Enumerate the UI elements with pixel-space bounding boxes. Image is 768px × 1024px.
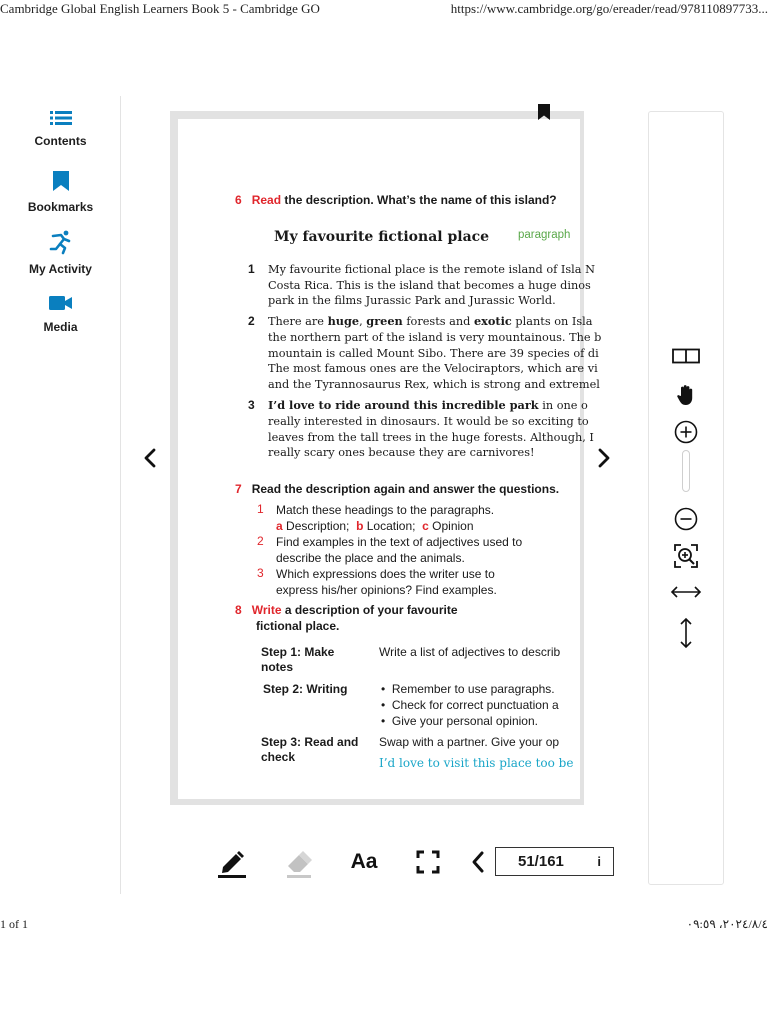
page-indicator: 51/161 [518,853,564,870]
two-page-view-icon [672,348,700,364]
print-timestamp: ٢٠٢٤/٨/٤، ٠٩:٥٩ [686,917,768,931]
info-icon[interactable]: i [597,854,601,869]
question-text: Which expressions does the writer use to [276,567,495,581]
paragraph-line: really scary ones because they are carnivores! [268,446,535,459]
exercise-verb: Read [251,193,282,207]
nav-media[interactable] [0,294,143,335]
paragraph-line: leaves from the tall trees in the huge forests. Although, I [268,431,594,444]
page-bookmark-icon[interactable] [537,103,551,121]
exercise-8-heading-line2: fictional place. [256,619,340,633]
exercise-6-heading [235,193,557,209]
pan-tool-button[interactable] [649,384,723,406]
step-label: check [261,750,296,764]
zoom-slider[interactable] [682,450,690,492]
fit-height-button[interactable] [649,617,723,649]
book-page[interactable] [178,119,602,799]
fit-width-icon [670,585,702,599]
running-person-icon [49,230,73,254]
page-back-button[interactable] [467,843,489,881]
nav-media-label: Media [43,320,78,334]
paragraph-line: the northern part of the island is very mountainous. The b [268,331,602,344]
pan-hand-icon [676,384,696,406]
nav-contents[interactable] [0,110,143,149]
step-text: Swap with a partner. Give your op [379,735,560,749]
step-text: Write a list of adjectives to describ [379,645,561,659]
next-page-arrow-icon[interactable] [597,448,611,468]
fullscreen-icon [416,850,440,874]
book-page-frame [170,111,602,805]
question-text: Match these headings to the paragraphs. [276,503,495,517]
question-number: 3 [257,566,264,580]
question-text: Find examples in the text of adjectives used to [276,535,523,549]
step-bullet: • Give your personal opinion. [381,714,538,728]
list-icon [50,110,72,126]
print-page-url: https://www.cambridge.org/go/ereader/read/978110897733... [450,1,768,16]
highlighter-button[interactable] [216,843,248,881]
paragraph-line: Costa Rica. This is the island that becomes a huge dinos [268,279,591,292]
fit-height-icon [679,617,693,649]
highlighter-pen-icon [217,846,247,878]
heading-options: a Description; b Location; c Opinion [276,519,474,533]
zoom-in-icon [674,420,698,444]
question-number: 1 [257,502,264,516]
paragraph-line: There are huge, green forests and exotic plants on Isla [268,314,593,328]
paragraph-line: really interested in dinosaurs. It would be so exciting to [268,415,589,428]
nav-my-activity[interactable] [0,230,143,277]
step-example: I’d love to visit this place too be [379,756,574,770]
step-label: Step 3: Read and [261,735,359,749]
exercise-instruction: the description. What’s the name of this island? [281,193,557,207]
text-size-button[interactable] [344,843,384,881]
zoom-out-button[interactable] [649,507,723,531]
step-bullet: • Check for correct punctuation a [381,698,559,712]
paragraph-number: 1 [248,262,255,276]
step-label: Step 2: Writing [263,682,348,696]
paragraph-line: The most famous ones are the Velociraptors, which are vi [268,362,598,375]
exercise-8-heading: 8 Write a description of your favourite [235,603,458,617]
zoom-out-icon [674,507,698,531]
exercise-7-heading: 7 Read the description again and answer the questions. [235,482,560,496]
nav-bookmarks[interactable] [0,170,143,215]
paragraph-line: mountain is called Mount Sibo. There are 39 species of di [268,347,599,360]
zoom-in-button[interactable] [649,420,723,444]
print-header [0,0,768,18]
paragraph-tag: paragraph [518,229,571,241]
paragraph-number: 2 [248,314,255,328]
chevron-left-icon [471,851,485,873]
paragraph-line: My favourite fictional place is the remote island of Isla N [268,263,595,276]
paragraph-number: 3 [248,398,255,412]
fit-width-button[interactable] [649,585,723,599]
nav-my-activity-label: My Activity [29,262,92,276]
page-number-input[interactable] [495,847,614,876]
bookmark-icon [52,170,70,192]
passage-title: My favourite fictional place [274,229,490,245]
step-label: notes [261,660,294,674]
previous-page-arrow-icon[interactable] [143,448,157,468]
nav-bookmarks-label: Bookmarks [27,200,94,214]
eraser-icon [284,846,314,878]
video-camera-icon [49,294,73,312]
question-number: 2 [257,534,264,548]
print-page-title: Cambridge Global English Learners Book 5 - Cambridge GO [0,1,320,16]
step-label: Step 1: Make [261,645,335,659]
question-text: express his/her opinions? Find examples. [276,583,497,597]
paragraph-line: I’d love to ride around this incredible park in one o [268,398,588,412]
step-bullet: • Remember to use paragraphs. [381,682,555,696]
right-toolbar [648,111,724,885]
zoom-to-selection-icon [674,544,698,568]
text-size-label: Aa [350,850,378,873]
paragraph-line: and the Tyrannosaurus Rex, which is strong and extremel [268,378,600,391]
zoom-to-selection-button[interactable] [649,544,723,568]
fullscreen-button[interactable] [413,843,443,881]
paragraph-line: park in the films Jurassic Park and Jurassic World. [268,294,556,307]
nav-contents-label: Contents [34,134,87,148]
two-page-view-button[interactable] [649,348,723,364]
exercise-number: 6 [235,193,242,207]
left-navigation [0,96,121,894]
print-page-count: 1 of 1 [0,917,28,931]
eraser-button[interactable] [283,843,315,881]
question-text: describe the place and the animals. [276,551,465,565]
